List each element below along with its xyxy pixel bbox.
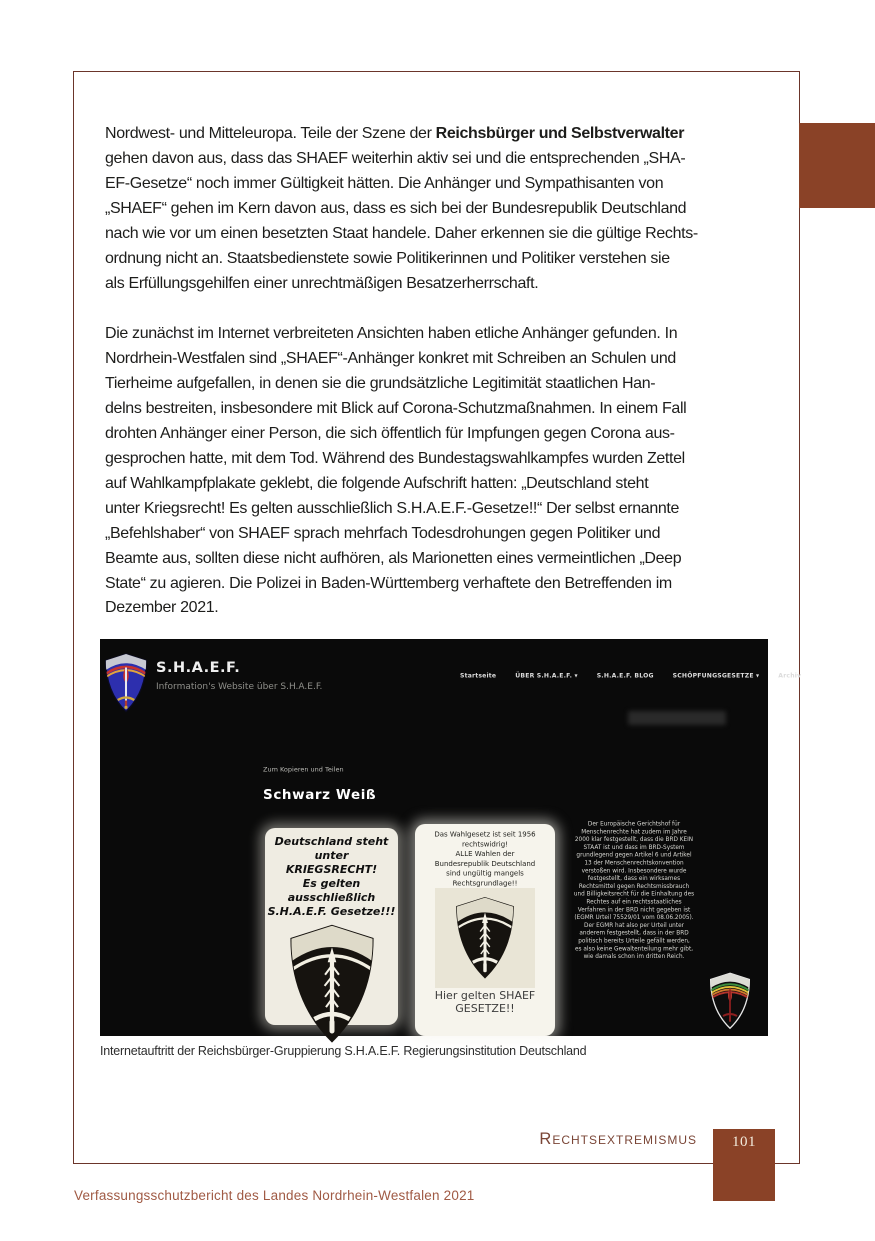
bw-shield-icon: [280, 923, 384, 1045]
side-text-line: Der Europäische Gerichtshof für: [587, 820, 681, 827]
report-title-footnote: Verfassungsschutzbericht des Landes Nordrhein-Westfalen 2021: [74, 1188, 475, 1203]
shaef-logo-shield-icon: [103, 641, 149, 725]
side-text-line: Menschenrechte hat zudem im Jahre: [581, 827, 687, 835]
poster-line: Bundesrepublik Deutschland: [434, 859, 536, 868]
paragraph-line: „SHAEF“ gehen im Kern davon aus, dass es sich bei der Bundesrepublik Deutschland: [105, 199, 687, 217]
paragraph-line: Nordrhein-Westfalen sind „SHAEF“-Anhänger konkret mit Schreiben an Schulen und: [105, 349, 676, 367]
paragraph-line: delns bestreiten, insbesondere mit Blick auf Corona-Schutzmaßnahmen. In einem Fall: [105, 399, 687, 417]
poster-line: Deutschland steht unter: [274, 835, 389, 862]
site-subtitle: Information's Website über S.H.A.E.F.: [156, 681, 323, 692]
side-text-line: Rechtes auf ein rechtsstaatliches: [586, 897, 682, 905]
poster-line: sind ungültig mangels: [446, 869, 524, 878]
paragraph-line: nach wie vor um einen besetzten Staat handele. Daher erkennen sie die gültige Rechts-: [105, 224, 698, 242]
page-number: 101: [732, 1134, 756, 1150]
site-title: S.H.A.E.F.: [156, 660, 241, 676]
side-text-line: wie damals schon im dritten Reich.: [583, 952, 685, 960]
poster-wahlgesetz: [415, 824, 555, 1036]
site-nav-item: Startseite: [460, 672, 497, 679]
paragraph-line: auf Wahlkampfplakate geklebt, die folgende Aufschrift hatten: „Deutschland steht: [105, 474, 649, 492]
paragraph-1-text: Nordwest- und Mitteleuropa. Teile der Szene der: [105, 125, 436, 142]
poster-line: KRIEGSRECHT!: [285, 863, 378, 876]
poster-inner-panel: [435, 888, 535, 988]
share-label: Zum Kopieren und Teilen: [263, 766, 344, 774]
side-text-line: verstoßen wird. Insbesondere wurde: [581, 866, 687, 874]
bw-shield-icon: [453, 895, 517, 981]
site-nav-item: S.H.A.E.F. BLOG: [596, 672, 654, 679]
chapter-side-tab: [799, 123, 875, 208]
side-text-line: 2000 klar festgestellt, dass die BRD KEIN: [574, 835, 694, 843]
side-text-line: es also keine Gewaltenteilung mehr gibt,: [574, 944, 694, 952]
paragraph-1-first-line: [105, 122, 767, 147]
paragraph-1: [105, 122, 767, 297]
site-nav-item: Archiv: [778, 672, 802, 679]
paragraph-line: Die zunächst im Internet verbreiteten Ansichten haben etliche Anhänger gefunden. In: [105, 325, 678, 342]
paragraph-line: EF-Gesetze“ noch immer Gültigkeit hätten. Die Anhänger und Sympathisanten von: [105, 174, 664, 192]
poster-line: Hier gelten SHAEF: [434, 989, 536, 1002]
site-nav: [460, 672, 802, 679]
paragraph-2: [105, 322, 767, 621]
paragraph-line: unter Kriegsrecht! Es gelten ausschließlich S.H.A.E.F.-Gesetze!!“ Der selbst ernannte: [105, 499, 680, 517]
section-heading: Schwarz Weiß: [263, 787, 377, 803]
side-text-line: STAAT ist und dass im BRD-System: [583, 843, 685, 851]
site-nav-item: SCHÖPFUNGSGESETZE ▾: [672, 672, 760, 679]
site-nav-item: ÜBER S.H.A.E.F. ▾: [515, 672, 578, 679]
side-text-line: Rechtsmittel gegen Rechtsmissbrauch: [578, 882, 690, 890]
paragraph-line: „Befehlshaber“ von SHAEF sprach mehrfach Todesdrohungen gegen Politiker und: [105, 524, 661, 542]
side-text-line: Der EGMR hat also per Urteil unter: [584, 921, 684, 929]
poster-line: Es gelten ausschließlich: [287, 877, 376, 904]
paragraph-line: State“ zu agieren. Die Polizei in Baden-Württemberg verhaftete den Betreffenden im: [105, 574, 672, 592]
website-screenshot: [100, 639, 802, 1036]
footer-section-label: Rechtsextremismus: [539, 1130, 697, 1148]
paragraph-line: Beamte aus, sollten diese nicht aufhören, als Marionetten eines vermeintlichen „Deep: [105, 549, 682, 567]
side-text-column: [572, 820, 696, 960]
poster-line: GESETZE!!: [455, 1001, 515, 1015]
poster-line: ALLE Wahlen der: [455, 850, 515, 859]
poster-line: S.H.A.E.F. Gesetze!!!: [267, 905, 396, 918]
paragraph-line: Dezember 2021.: [105, 599, 219, 617]
bold-keyword: Reichsbürger und Selbstverwalter: [435, 125, 685, 142]
poster-wahlgesetz-slogan: [415, 990, 555, 1015]
paragraph-line: als Erfüllungsgehilfen einer unrechtmäßigen Besatzerherrschaft.: [105, 274, 539, 292]
blurred-element: [628, 711, 726, 725]
side-text-line: grundlegend gegen Artikel 6 und Artikel: [576, 851, 692, 859]
poster-kriegsrecht: [265, 828, 398, 1025]
poster-line: rechtswidrig!: [462, 840, 508, 849]
side-text-line: festgestellt, dass ein wirksames: [587, 874, 681, 882]
poster-line: Das Wahlgesetz ist seit 1956: [434, 830, 536, 839]
paragraph-line: gehen davon aus, dass das SHAEF weiterhin aktiv sei und die entsprechenden „SHA-: [105, 149, 686, 167]
poster-wahlgesetz-text: [415, 830, 555, 889]
page-number-box: [713, 1129, 775, 1201]
color-shield-icon: [708, 971, 752, 1031]
side-text-line: (EGMR Urteil 75529/01 vom 08.06.2005).: [574, 913, 694, 921]
poster-line: Rechtsgrundlage!!: [452, 879, 518, 888]
paragraph-line: ordnung nicht an. Staatsbedienstete sowie Politikerinnen und Politiker verstehen sie: [105, 249, 670, 267]
side-text-line: 13 der Menschenrechtskonvention: [584, 858, 684, 866]
paragraph-line: drohten Anhänger einer Person, die sich öffentlich für Impfungen gegen Corona aus-: [105, 424, 675, 442]
paragraph-line: gesprochen hatte, mit dem Tod. Während des Bundestagswahlkampfes wurden Zettel: [105, 449, 685, 467]
side-text-line: und Billigkeitsrecht für die Einhaltung des: [573, 890, 695, 898]
image-caption: Internetauftritt der Reichsbürger-Gruppierung S.H.A.E.F. Regierungsinstitution Deutschland: [100, 1044, 587, 1058]
paragraph-line: Tierheime aufgefallen, in denen sie die grundsätzliche Legitimität staatlichen Han-: [105, 374, 656, 392]
side-text-line: politisch bereits Urteile gefällt werden,: [578, 936, 690, 944]
poster-kriegsrecht-text: [265, 835, 398, 919]
side-text-line: Verfahren in der BRD nicht gegeben ist: [577, 905, 691, 913]
side-text-line: anderem festgestellt, dass in der BRD: [579, 929, 689, 937]
